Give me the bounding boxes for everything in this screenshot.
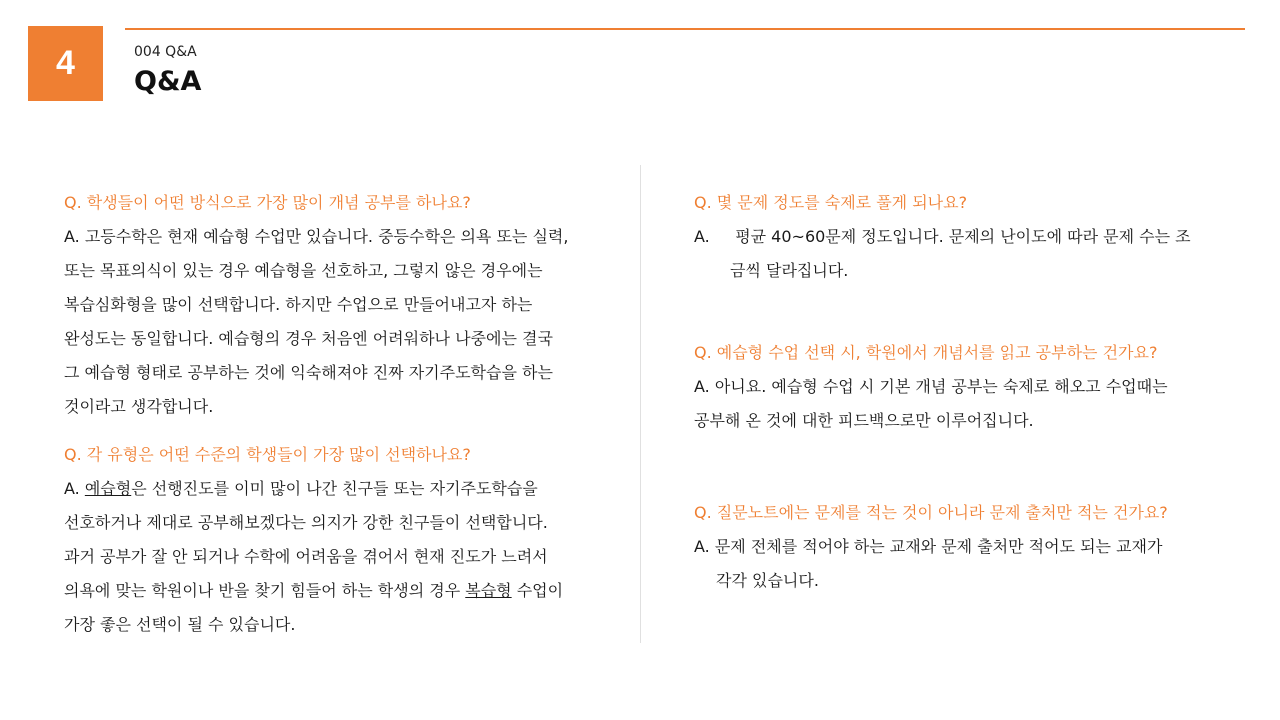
answer-1-line-5: 그 예습형 형태로 공부하는 것에 익숙해져야 진짜 자기주도학습을 하는: [64, 363, 553, 382]
qa-block-5: [694, 496, 1234, 598]
answer-1-line-3: 복습심화형을 많이 선택합니다. 하지만 수업으로 만들어내고자 하는: [64, 295, 533, 314]
answer-4-line-1: A. 아니요. 예습형 수업 시 기본 개념 공부는 숙제로 해오고 수업때는: [694, 377, 1168, 396]
answer-5-line-2: 각각 있습니다.: [716, 571, 819, 590]
underlined-term-review: 복습형: [465, 581, 512, 600]
answer-5-line-1: A. 문제 전체를 적어야 하는 교재와 문제 출처만 적어도 되는 교재가: [694, 537, 1163, 556]
question-4: Q. 예습형 수업 선택 시, 학원에서 개념서를 읽고 공부하는 건가요?: [694, 343, 1158, 362]
page-subtitle: 004 Q&A: [134, 44, 197, 60]
qa-block-2: [64, 438, 624, 642]
answer-2-line-4: [64, 574, 624, 608]
answer-2-line-4-start: 의욕에 맞는 학원이나 반을 찾기 힘들어 하는 학생의 경우: [64, 581, 466, 600]
section-number-badge: 4: [28, 26, 103, 101]
answer-3: [694, 220, 1234, 288]
question-3: Q. 몇 문제 정도를 숙제로 풀게 되나요?: [694, 193, 968, 212]
answer-3-line-2: 금씩 달라집니다.: [730, 261, 849, 280]
qa-block-1: [64, 186, 624, 424]
answer-1-line-1: A. 고등수학은 현재 예습형 수업만 있습니다. 중등수학은 의욕 또는 실력,: [64, 227, 569, 246]
answer-3-line-1-text: 평균 40~60문제 정도입니다. 문제의 난이도에 따라 문제 수는 조: [735, 227, 1191, 246]
answer-2-line-5: 가장 좋은 선택이 될 수 있습니다.: [64, 615, 296, 634]
question-2: Q. 각 유형은 어떤 수준의 학생들이 가장 많이 선택하나요?: [64, 445, 471, 464]
answer-1: [64, 220, 624, 424]
question-1: Q. 학생들이 어떤 방식으로 가장 많이 개념 공부를 하나요?: [64, 193, 471, 212]
answer-2-line-4-end: 수업이: [511, 581, 564, 600]
right-column: [694, 186, 1234, 598]
answer-1-line-2: 또는 목표의식이 있는 경우 예습형을 선호하고, 그렇지 않은 경우에는: [64, 261, 543, 280]
answer-2-line-1-rest: 은 선행진도를 이미 많이 나간 친구들 또는 자기주도학습을: [131, 479, 538, 498]
answer-4: [694, 370, 1234, 438]
qa-block-4: [694, 336, 1234, 438]
underlined-term-preview: 예습형: [84, 479, 132, 498]
answer-2-line-1: [64, 472, 624, 506]
answer-5: [694, 530, 1234, 598]
answer-3-line-1: [694, 220, 1234, 254]
qa-block-3: [694, 186, 1234, 288]
answer-2: [64, 472, 624, 642]
answer-2-line-3: 과거 공부가 잘 안 되거나 수학에 어려움을 겪어서 현재 진도가 느려서: [64, 547, 548, 566]
answer-2-line-2: 선호하거나 제대로 공부해보겠다는 의지가 강한 친구들이 선택합니다.: [64, 513, 548, 532]
answer-4-line-2: 공부해 온 것에 대한 피드백으로만 이루어집니다.: [694, 411, 1034, 430]
page-title: Q&A: [134, 66, 202, 97]
answer-1-line-4: 완성도는 동일합니다. 예습형의 경우 처음엔 어려워하나 나중에는 결국: [64, 329, 553, 348]
answer-2-prefix: A.: [64, 479, 85, 498]
question-5: Q. 질문노트에는 문제를 적는 것이 아니라 문제 출처만 적는 건가요?: [694, 503, 1168, 522]
answer-1-line-6: 것이라고 생각합니다.: [64, 397, 214, 416]
column-divider: [640, 165, 641, 643]
answer-3-marker: A.: [694, 227, 710, 246]
header-rule: [125, 28, 1245, 30]
left-column: [64, 186, 624, 642]
